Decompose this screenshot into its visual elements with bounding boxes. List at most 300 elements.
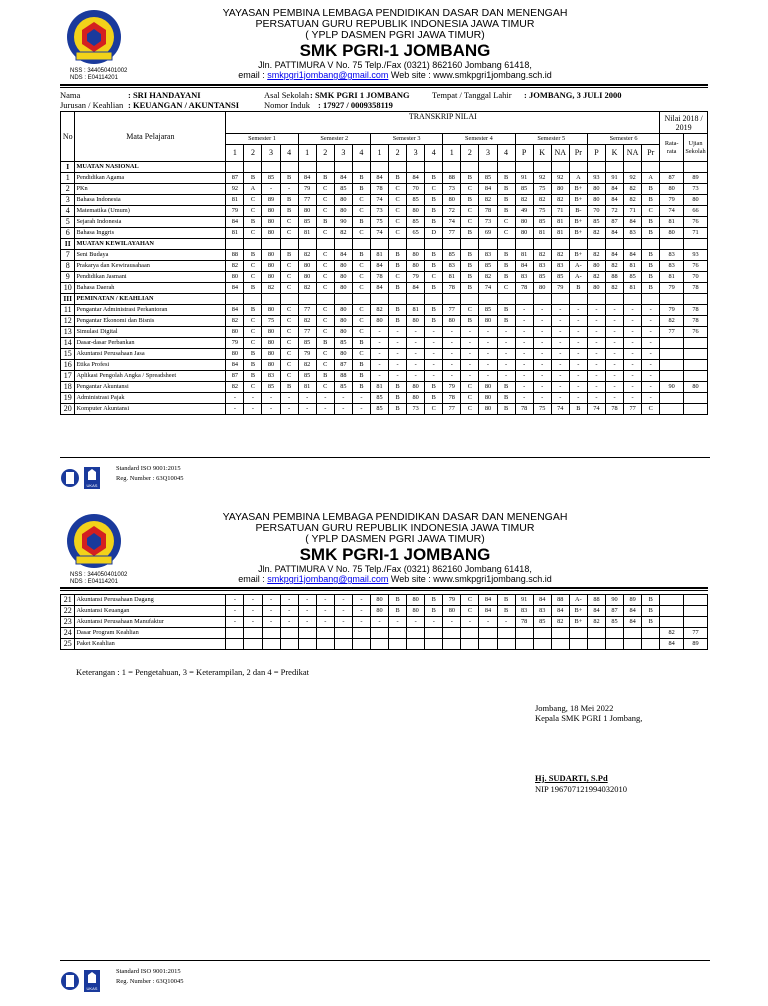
- grade-cell: -: [389, 617, 407, 628]
- grade-cell: B: [642, 195, 660, 206]
- ujian-cell: 78: [684, 305, 708, 316]
- grade-cell: [551, 628, 569, 639]
- empty-cell: [425, 294, 443, 305]
- grade-cell: 81: [298, 228, 316, 239]
- grade-cell: 84: [479, 595, 497, 606]
- grade-cell: B: [642, 261, 660, 272]
- sub-header: NA: [551, 145, 569, 162]
- nama-label: Nama: [60, 90, 81, 100]
- grade-cell: 80: [587, 261, 605, 272]
- grade-cell: 65: [407, 228, 425, 239]
- sub-header: 2: [389, 145, 407, 162]
- empty-cell: [479, 162, 497, 173]
- grade-cell: B: [280, 382, 298, 393]
- row-number: 9: [61, 272, 75, 283]
- grade-cell: 81: [370, 250, 388, 261]
- grade-cell: A: [569, 173, 587, 184]
- grade-cell: B: [316, 371, 334, 382]
- grade-cell: C: [352, 327, 370, 338]
- email-link[interactable]: smkpgri1jombang@gmail.com: [267, 574, 389, 584]
- grade-cell: 83: [515, 272, 533, 283]
- school-address: Jln. PATTIMURA V No. 75 Telp./Fax (0321) 862160 Jombang 61418,: [258, 60, 532, 70]
- grade-cell: C: [316, 283, 334, 294]
- rata-rata-cell: 82: [660, 628, 684, 639]
- empty-cell: [443, 239, 461, 250]
- empty-cell: [642, 162, 660, 173]
- grade-cell: 81: [551, 228, 569, 239]
- nds-number: NDS : E04114201: [70, 579, 118, 585]
- grade-cell: B: [316, 173, 334, 184]
- grade-cell: B: [389, 316, 407, 327]
- grade-cell: -: [389, 371, 407, 382]
- ujian-cell: [684, 360, 708, 371]
- grade-cell: C: [389, 217, 407, 228]
- empty-cell: [389, 294, 407, 305]
- grade-cell: B: [642, 283, 660, 294]
- grade-cell: 80: [407, 606, 425, 617]
- grade-cell: -: [605, 305, 623, 316]
- header-rule: [60, 84, 708, 88]
- grade-cell: B: [497, 382, 515, 393]
- grade-cell: 84: [624, 217, 642, 228]
- grade-cell: -: [280, 393, 298, 404]
- grade-cell: 82: [479, 272, 497, 283]
- grade-cell: [298, 639, 316, 650]
- table-row: [61, 639, 708, 650]
- grade-cell: -: [569, 338, 587, 349]
- grade-cell: -: [407, 327, 425, 338]
- grade-cell: C: [352, 206, 370, 217]
- grade-cell: 85: [298, 338, 316, 349]
- grade-cell: 85: [334, 382, 352, 393]
- grade-cell: -: [497, 617, 515, 628]
- grade-cell: B: [461, 261, 479, 272]
- grade-cell: 84: [226, 360, 244, 371]
- grade-cell: C: [316, 349, 334, 360]
- empty-cell: [684, 239, 708, 250]
- grade-cell: -: [587, 327, 605, 338]
- ujian-cell: [684, 617, 708, 628]
- grade-cell: 79: [443, 595, 461, 606]
- grade-cell: -: [244, 393, 262, 404]
- grade-cell: 80: [551, 184, 569, 195]
- empty-cell: [370, 239, 388, 250]
- empty-cell: [533, 162, 551, 173]
- grade-cell: 88: [587, 595, 605, 606]
- grade-cell: 85: [479, 261, 497, 272]
- empty-cell: [262, 162, 280, 173]
- table-row: [61, 338, 708, 349]
- grade-cell: B: [497, 606, 515, 617]
- grade-cell: -: [425, 349, 443, 360]
- grade-cell: 87: [606, 606, 624, 617]
- grade-cell: [370, 639, 388, 650]
- table-row: [61, 261, 708, 272]
- grade-cell: C: [461, 305, 479, 316]
- grade-cell: B: [352, 250, 370, 261]
- grade-cell: -: [515, 360, 533, 371]
- grade-cell: 80: [370, 316, 388, 327]
- grade-cell: -: [605, 338, 623, 349]
- grade-cell: 80: [298, 206, 316, 217]
- section-number: I: [61, 162, 75, 173]
- grade-cell: [443, 628, 461, 639]
- grade-cell: C: [244, 316, 262, 327]
- grade-cell: 75: [533, 206, 551, 217]
- row-number: 13: [61, 327, 75, 338]
- empty-cell: [533, 294, 551, 305]
- ujian-cell: 89: [684, 173, 708, 184]
- nds-number: NDS : E04114201: [70, 75, 118, 81]
- grade-cell: C: [461, 606, 479, 617]
- grade-cell: -: [262, 404, 280, 415]
- grade-cell: -: [533, 327, 551, 338]
- grade-cell: C: [280, 228, 298, 239]
- rata-rata-cell: 81: [660, 272, 684, 283]
- grade-cell: B: [461, 173, 479, 184]
- grade-cell: -: [443, 360, 461, 371]
- grade-cell: 80: [262, 360, 280, 371]
- header-line2: PERSATUAN GURU REPUBLIK INDONESIA JAWA TIMUR: [255, 522, 535, 534]
- grade-cell: -: [407, 360, 425, 371]
- grade-cell: -: [407, 371, 425, 382]
- rata-rata-cell: 80: [660, 228, 684, 239]
- grade-cell: 81: [533, 228, 551, 239]
- grade-cell: 82: [533, 195, 551, 206]
- row-number: 24: [61, 628, 75, 639]
- grade-cell: 85: [334, 184, 352, 195]
- rata-rata-cell: 87: [660, 173, 684, 184]
- rata-rata-cell: [660, 360, 684, 371]
- ujian-header: Ujian Sekolah: [684, 134, 708, 162]
- grade-cell: C: [244, 338, 262, 349]
- grade-cell: -: [569, 316, 587, 327]
- grade-cell: C: [280, 305, 298, 316]
- grade-cell: 85: [298, 371, 316, 382]
- grade-cell: -: [569, 327, 587, 338]
- grade-cell: C: [280, 349, 298, 360]
- grade-cell: -: [370, 327, 388, 338]
- grade-cell: -: [461, 617, 479, 628]
- grade-cell: -: [280, 606, 298, 617]
- ujian-cell: 80: [684, 195, 708, 206]
- ukas-text: UKAS: [86, 483, 98, 488]
- grade-cell: B: [642, 217, 660, 228]
- grade-cell: -: [370, 360, 388, 371]
- grade-cell: [606, 639, 624, 650]
- grade-cell: B: [425, 195, 443, 206]
- grade-cell: [533, 639, 551, 650]
- empty-cell: [605, 294, 623, 305]
- grade-cell: B: [280, 195, 298, 206]
- grade-cell: C: [389, 228, 407, 239]
- grade-cell: 92: [533, 173, 551, 184]
- grade-cell: -: [389, 360, 407, 371]
- grade-cell: 84: [370, 173, 388, 184]
- grade-cell: 81: [370, 382, 388, 393]
- table-row: [61, 250, 708, 261]
- grade-cell: 87: [226, 371, 244, 382]
- grade-cell: -: [624, 327, 642, 338]
- row-number: 22: [61, 606, 75, 617]
- grade-cell: B: [497, 206, 515, 217]
- rata-header: Rata-rata: [660, 134, 684, 162]
- sign-role: Kepala SMK PGRI 1 Jombang,: [535, 713, 643, 723]
- grade-cell: [370, 628, 388, 639]
- subject-name: Administrasi Pajak: [75, 393, 226, 404]
- empty-cell: [587, 162, 605, 173]
- grade-cell: 80: [533, 283, 551, 294]
- grade-cell: B: [642, 606, 660, 617]
- grade-cell: 87: [605, 217, 623, 228]
- grade-cell: C: [280, 283, 298, 294]
- rata-rata-cell: 77: [660, 327, 684, 338]
- table-row: [61, 371, 708, 382]
- grade-cell: -: [587, 382, 605, 393]
- grade-cell: 80: [407, 261, 425, 272]
- empty-cell: [389, 162, 407, 173]
- grade-cell: [551, 639, 569, 650]
- grade-cell: -: [605, 360, 623, 371]
- empty-cell: [660, 294, 684, 305]
- empty-cell: [533, 239, 551, 250]
- grade-cell: 80: [334, 261, 352, 272]
- grade-cell: 81: [624, 283, 642, 294]
- email-link[interactable]: smkpgri1jombang@gmail.com: [267, 70, 389, 80]
- grade-cell: 84: [334, 250, 352, 261]
- empty-cell: [642, 239, 660, 250]
- grade-cell: 90: [606, 595, 624, 606]
- grade-cell: B: [642, 250, 660, 261]
- grade-cell: C: [280, 327, 298, 338]
- grade-cell: C: [316, 195, 334, 206]
- grade-cell: C: [425, 272, 443, 283]
- grade-cell: -: [533, 371, 551, 382]
- grade-cell: -: [461, 349, 479, 360]
- subject-name: Akuntansi Perusahaan Manufaktur: [75, 617, 226, 628]
- grade-cell: B: [244, 305, 262, 316]
- grade-cell: C: [316, 228, 334, 239]
- section-row: [61, 239, 708, 250]
- grade-cell: C: [280, 272, 298, 283]
- grade-cell: B: [497, 250, 515, 261]
- semester-6-header: Semester 6: [587, 134, 659, 145]
- grade-cell: -: [370, 338, 388, 349]
- grade-cell: 85: [551, 272, 569, 283]
- empty-cell: [316, 294, 334, 305]
- grade-cell: [334, 628, 352, 639]
- grade-cell: B+: [569, 250, 587, 261]
- grade-cell: 78: [515, 617, 533, 628]
- grade-cell: -: [298, 606, 316, 617]
- ujian-cell: 76: [684, 217, 708, 228]
- grade-cell: C: [244, 327, 262, 338]
- grade-cell: 79: [407, 272, 425, 283]
- grade-cell: 85: [533, 617, 551, 628]
- sub-header: 3: [262, 145, 280, 162]
- grade-cell: 72: [443, 206, 461, 217]
- grade-cell: -: [316, 393, 334, 404]
- grade-cell: B: [461, 283, 479, 294]
- empty-cell: [551, 239, 569, 250]
- rata-rata-cell: 81: [660, 217, 684, 228]
- grade-cell: C: [316, 261, 334, 272]
- grade-cell: [334, 639, 352, 650]
- grade-cell: -: [497, 371, 515, 382]
- subject-name: Pengantar Akuntansi: [75, 382, 226, 393]
- empty-cell: [515, 162, 533, 173]
- grade-cell: B: [497, 393, 515, 404]
- grade-cell: 80: [334, 327, 352, 338]
- grade-cell: -: [587, 349, 605, 360]
- subject-name: Bahasa Indonesia: [75, 195, 226, 206]
- grade-cell: -: [497, 327, 515, 338]
- grade-cell: C: [244, 228, 262, 239]
- empty-cell: [334, 162, 352, 173]
- grade-cell: C: [316, 272, 334, 283]
- grade-cell: -: [569, 305, 587, 316]
- grade-cell: 92: [624, 173, 642, 184]
- table-row: [61, 195, 708, 206]
- grade-cell: B: [352, 371, 370, 382]
- grade-cell: B: [642, 595, 660, 606]
- empty-cell: [280, 239, 298, 250]
- header-line1: YAYASAN PEMBINA LEMBAGA PENDIDIKAN DASAR DAN MENENGAH: [222, 7, 568, 19]
- grade-cell: -: [479, 349, 497, 360]
- ujian-cell: 66: [684, 206, 708, 217]
- empty-cell: [497, 294, 515, 305]
- grade-cell: 85: [479, 173, 497, 184]
- grade-cell: 84: [226, 217, 244, 228]
- grade-cell: 82: [298, 316, 316, 327]
- grade-cell: C: [316, 327, 334, 338]
- grade-cell: B: [244, 283, 262, 294]
- row-number: 15: [61, 349, 75, 360]
- grade-cell: -: [316, 606, 334, 617]
- grade-cell: 80: [479, 393, 497, 404]
- grade-cell: B: [425, 595, 443, 606]
- empty-cell: [389, 239, 407, 250]
- grade-cell: -: [443, 617, 461, 628]
- table-row: [61, 173, 708, 184]
- grade-cell: -: [280, 595, 298, 606]
- grade-cell: B: [389, 382, 407, 393]
- empty-cell: [262, 239, 280, 250]
- empty-cell: [461, 294, 479, 305]
- row-number: 8: [61, 261, 75, 272]
- ujian-cell: [684, 371, 708, 382]
- grade-cell: -: [389, 349, 407, 360]
- empty-cell: [226, 239, 244, 250]
- grade-cell: -: [407, 349, 425, 360]
- grade-cell: B-: [569, 206, 587, 217]
- grade-cell: 80: [334, 349, 352, 360]
- table-row: [61, 382, 708, 393]
- grade-cell: 77: [298, 305, 316, 316]
- grade-cell: 83: [262, 371, 280, 382]
- grade-cell: 81: [551, 217, 569, 228]
- table-row: [61, 217, 708, 228]
- sub-header: 4: [352, 145, 370, 162]
- grade-cell: -: [443, 338, 461, 349]
- grade-cell: [389, 639, 407, 650]
- grade-cell: 85: [443, 250, 461, 261]
- row-number: 25: [61, 639, 75, 650]
- grade-cell: 83: [533, 261, 551, 272]
- grade-cell: B: [244, 217, 262, 228]
- grade-cell: -: [461, 327, 479, 338]
- no-header: No: [61, 112, 75, 162]
- subject-name: Pendidikan Agama: [75, 173, 226, 184]
- grade-cell: 80: [262, 261, 280, 272]
- grade-cell: -: [370, 349, 388, 360]
- grade-cell: 72: [605, 206, 623, 217]
- grade-cell: [280, 628, 298, 639]
- rata-rata-cell: [660, 349, 684, 360]
- row-number: 23: [61, 617, 75, 628]
- empty-cell: [587, 294, 605, 305]
- grade-cell: 77: [443, 404, 461, 415]
- row-number: 16: [61, 360, 75, 371]
- grade-cell: 82: [624, 184, 642, 195]
- grade-cell: 73: [370, 206, 388, 217]
- row-number: 6: [61, 228, 75, 239]
- grade-cell: -: [262, 606, 280, 617]
- grade-cell: C: [497, 283, 515, 294]
- grade-cell: C: [244, 206, 262, 217]
- ujian-cell: 76: [684, 261, 708, 272]
- grade-cell: 77: [298, 327, 316, 338]
- table-row: [61, 272, 708, 283]
- grade-cell: -: [497, 360, 515, 371]
- nss-number: NSS : 344050401002: [70, 68, 128, 74]
- table-row: [61, 349, 708, 360]
- grade-cell: C: [244, 382, 262, 393]
- empty-cell: [660, 162, 684, 173]
- grade-cell: C: [316, 184, 334, 195]
- rata-rata-cell: 79: [660, 305, 684, 316]
- grade-cell: 74: [551, 404, 569, 415]
- sub-header: 1: [370, 145, 388, 162]
- rata-rata-cell: 83: [660, 250, 684, 261]
- grade-cell: -: [479, 327, 497, 338]
- rata-rata-cell: [660, 617, 684, 628]
- nilai-header: Nilai 2018 / 2019: [660, 112, 708, 134]
- rata-rata-cell: 84: [660, 639, 684, 650]
- ujian-cell: 78: [684, 283, 708, 294]
- grade-cell: -: [587, 338, 605, 349]
- grade-cell: B: [461, 272, 479, 283]
- grade-cell: -: [244, 617, 262, 628]
- rata-rata-cell: 74: [660, 206, 684, 217]
- table-row: [61, 316, 708, 327]
- grade-cell: B: [497, 404, 515, 415]
- grade-cell: [352, 639, 370, 650]
- ujian-cell: 93: [684, 250, 708, 261]
- subject-name: Akuntansi Keuangan: [75, 606, 226, 617]
- grade-cell: 80: [407, 595, 425, 606]
- grade-cell: B: [461, 250, 479, 261]
- grade-cell: -: [515, 371, 533, 382]
- transcript-table: [60, 111, 708, 415]
- email-label: email :: [238, 574, 268, 584]
- grade-cell: B: [316, 338, 334, 349]
- grade-cell: 84: [226, 305, 244, 316]
- sign-date: Jombang, 18 Mei 2022: [535, 703, 614, 713]
- grade-cell: -: [515, 338, 533, 349]
- grade-cell: [461, 628, 479, 639]
- grade-cell: -: [280, 184, 298, 195]
